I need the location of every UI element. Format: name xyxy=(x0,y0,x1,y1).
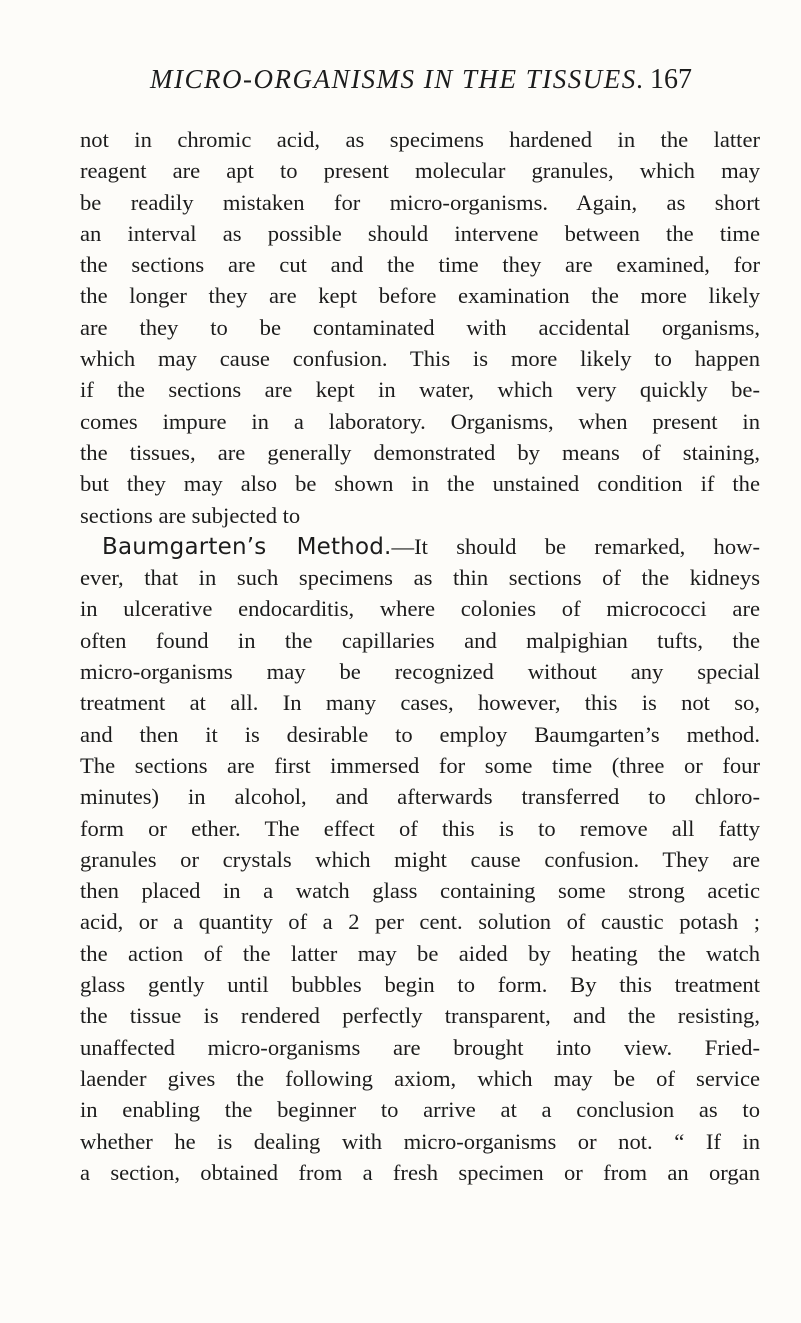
text-line: and then it is desirable to employ Baumgarten’s method. xyxy=(80,721,760,747)
running-head xyxy=(0,64,801,104)
text-line: a section, obtained from a fresh specimen or from an organ xyxy=(80,1159,760,1185)
text-line: but they may also be shown in the unstained condition if the xyxy=(80,471,760,497)
text-line: ever, that in such specimens as thin sections of the kidneys xyxy=(80,565,760,591)
text-line: the tissues, are generally demonstrated by means of staining, xyxy=(80,439,760,465)
text-line: are they to be contaminated with accidental organisms, xyxy=(80,314,760,340)
text-line: glass gently until bubbles begin to form. By this treatment xyxy=(80,972,760,998)
text-line: reagent are apt to present molecular granules, which may xyxy=(80,158,760,184)
text-line: then placed in a watch glass containing some strong acetic xyxy=(80,878,760,904)
text-line: the tissue is rendered perfectly transparent, and the resisting, xyxy=(80,1003,760,1029)
text-line: granules or crystals which might cause confusion. They are xyxy=(80,846,760,872)
text-line: not in chromic acid, as specimens hardened in the latter xyxy=(80,127,760,152)
body-text xyxy=(80,124,760,1188)
text-line: minutes) in alcohol, and afterwards transferred to chloro- xyxy=(80,784,760,810)
text-line: the longer they are kept before examination the more likely xyxy=(80,283,760,309)
text-line: an interval as possible should intervene between the time xyxy=(80,220,760,246)
text-line: laender gives the following axiom, which may be of service xyxy=(80,1065,760,1091)
text-line: often found in the capillaries and malpighian tufts, the xyxy=(80,627,760,653)
text-line: if the sections are kept in water, which very quickly be- xyxy=(80,377,760,403)
section-heading-line xyxy=(80,531,760,562)
text-line: acid, or a quantity of a 2 per cent. solution of caustic potash ; xyxy=(80,909,760,935)
text-line: which may cause confusion. This is more likely to happen xyxy=(80,346,760,372)
heading-line-text: —It should be remarked, how- xyxy=(391,533,760,559)
text-line: in enabling the beginner to arrive at a conclusion as to xyxy=(80,1097,760,1123)
text-line: the sections are cut and the time they are examined, for xyxy=(80,252,760,278)
running-title: MICRO-ORGANISMS IN THE TISSUES. xyxy=(150,64,645,94)
text-line: form or ether. The effect of this is to remove all fatty xyxy=(80,815,760,841)
page-number: 167 xyxy=(650,64,692,95)
section-heading: Baumgarten’s Method. xyxy=(102,533,392,560)
text-line: comes impure in a laboratory. Organisms, when present in xyxy=(80,408,760,434)
text-line: The sections are first immersed for some time (three or four xyxy=(80,752,760,778)
text-line: unaffected micro-organisms are brought into view. Fried- xyxy=(80,1034,760,1060)
text-line: the action of the latter may be aided by heating the watch xyxy=(80,940,760,966)
text-line: in ulcerative endocarditis, where colonies of micrococci are xyxy=(80,596,760,622)
text-line: micro-organisms may be recognized without any special xyxy=(80,659,760,685)
text-line: sections are subjected to xyxy=(80,502,301,528)
text-line: whether he is dealing with micro-organisms or not. “ If in xyxy=(80,1128,760,1154)
text-line: treatment at all. In many cases, however, this is not so, xyxy=(80,690,760,716)
text-line: be readily mistaken for micro-organisms. Again, as short xyxy=(80,189,760,215)
